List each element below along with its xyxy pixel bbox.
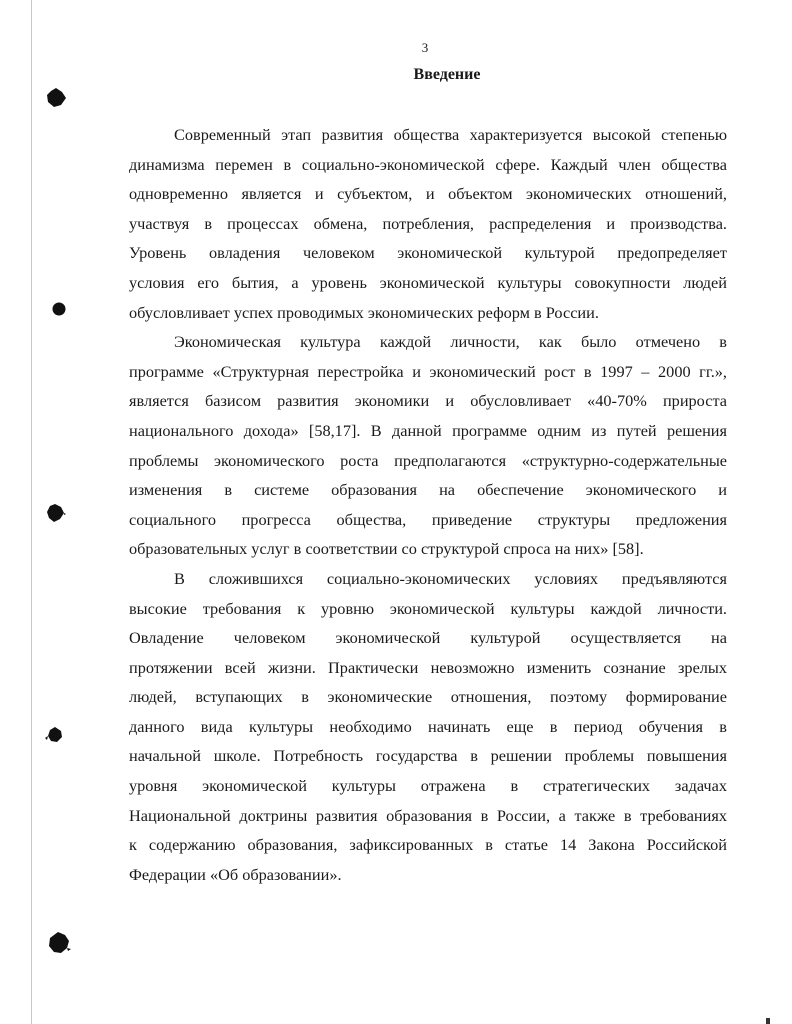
text-line: национального дохода» [58,17]. В данной программе одним из путей решения: [129, 420, 727, 440]
paragraph: [129, 564, 727, 890]
text-line: изменения в системе образования на обеспечение экономического и: [129, 480, 727, 500]
text-line: В сложившихся социально-экономических условиях предъявляются: [174, 568, 727, 588]
scan-edge-line: [31, 0, 32, 1024]
text-line: Уровень овладения человеком экономической культурой предопределяет: [129, 243, 727, 263]
paragraph: [129, 120, 727, 327]
text-line: одновременно является и субъектом, и объектом экономических отношений,: [129, 184, 727, 204]
body-text: [129, 120, 727, 889]
punch-hole-mark: [44, 502, 66, 524]
punch-hole-mark: [51, 301, 67, 317]
text-line: условия его бытия, а уровень экономической культуры совокупности людей: [129, 272, 727, 292]
paragraph: [129, 327, 727, 564]
punch-hole-mark: [44, 86, 68, 110]
text-line: высокие требования к уровню экономической культуры каждой личности.: [129, 598, 727, 618]
text-line: динамизма перемен в социально-экономической сфере. Каждый член общества: [129, 154, 727, 174]
text-line: проблемы экономического роста предполагаются «структурно-содержательные: [129, 450, 727, 470]
text-line: Национальной доктрины развития образования в России, а также в требованиях: [129, 805, 727, 825]
text-line: к содержанию образования, зафиксированных в статье 14 Закона Российской: [129, 835, 727, 855]
text-line: обусловливает успех проводимых экономических реформ в России.: [129, 302, 599, 322]
punch-hole-mark: [46, 930, 72, 956]
text-line: людей, вступающих в экономические отношения, поэтому формирование: [129, 687, 727, 707]
text-line: Федерации «Об образовании».: [129, 864, 342, 884]
text-line: уровня экономической культуры отражена в стратегических задачах: [129, 776, 727, 796]
text-line: Экономическая культура каждой личности, как было отмечено в: [174, 332, 727, 352]
text-line: участвуя в процессах обмена, потребления, распределения и производства.: [129, 213, 727, 233]
punch-hole-mark: [43, 724, 65, 746]
text-line: программе «Структурная перестройка и экономический рост в 1997 – 2000 гг.»,: [129, 361, 727, 381]
text-line: Современный этап развития общества характеризуется высокой степенью: [174, 125, 727, 144]
text-line: является базисом развития экономики и обусловливает «40-70% прироста: [129, 391, 727, 411]
page-number: 3: [421, 40, 429, 55]
text-line: Овладение человеком экономической культурой осуществляется на: [129, 628, 727, 648]
scan-corner-mark: [766, 1018, 770, 1024]
section-title: Введение: [413, 66, 481, 83]
text-line: социального прогресса общества, приведение структуры предложения: [129, 509, 727, 529]
text-line: начальной школе. Потребность государства в решении проблемы повышения: [129, 746, 727, 766]
text-line: протяжении всей жизни. Практически невозможно изменить сознание зрелых: [129, 657, 727, 677]
text-line: образовательных услуг в соответствии со структурой спроса на них» [58].: [129, 539, 644, 559]
text-line: данного вида культуры необходимо начинать еще в период обучения в: [129, 716, 727, 736]
